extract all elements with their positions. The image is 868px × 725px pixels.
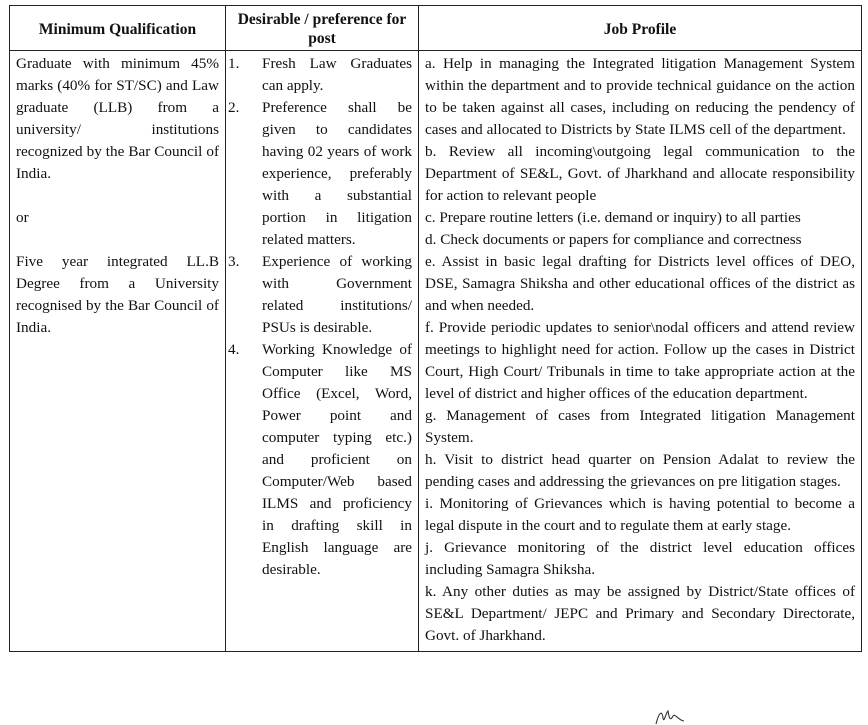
duty-item-b: b. Review all incoming\outgoing legal communication to the Department of SE&L, Govt. of Jharkhand and allocate responsibility for action to relevant people [425,143,855,204]
qualification-para-1: Graduate with minimum 45% marks (40% for ST/SC) and Law graduate (LLB) from a university/ institutions recognized by the Bar Council of India. [16,55,219,182]
duty-item-a: a. Help in managing the Integrated litigation Management System within the department and to provide technical guidance on the action to be taken against all cases, including on reducing the pendency of cases and allocated to Districts by State ILMS cell of the department. [425,55,855,138]
preference-item [228,97,412,251]
preference-text: Preference shall be given to candidates having 02 years of work experience, preferably with a substantial portion in litigation related matters. [262,99,412,248]
duty-item-k: k. Any other duties as may be assigned by District/State offices of SE&L Department/ JEPC and Primary and Secondary Directorate, Govt. of Jharkhand. [425,583,855,644]
preference-text: Fresh Law Graduates can apply. [262,55,412,94]
duty-item-e: e. Assist in basic legal drafting for Districts level offices of DEO, DSE, Samagra Shiksha and other educational offices of the district as and when needed. [425,253,855,314]
preference-number: 4. [228,341,240,358]
preference-item [228,339,412,581]
content-row [10,51,862,652]
duty-item-j: j. Grievance monitoring of the district level education offices including Samagra Shiksha. [425,539,855,578]
duty-item-h: h. Visit to district head quarter on Pension Adalat to review the pending cases and addressing the grievances on pre litigation stages. [425,451,855,490]
preference-list [228,53,412,581]
duty-item-g: g. Management of cases from Integrated litigation Management System. [425,407,855,446]
duty-item-i: i. Monitoring of Grievances which is having potential to become a legal dispute in the court and to regulate them at early stage. [425,495,855,534]
preference-text: Working Knowledge of Computer like MS Office (Excel, Word, Power point and computer typing etc.) and proficient on Computer/Web based ILMS and proficiency in drafting skill in English language are desirable. [262,341,412,578]
qualification-cell [10,51,226,652]
duty-item-f: f. Provide periodic updates to senior\nodal officers and attend review meetings to highlight need for action. Follow up the cases in District Court, High Court/ Tribunals in time to take appropriate action at the level of district and higher offices of the education department. [425,319,855,402]
preference-number: 3. [228,253,240,270]
preference-item [228,251,412,339]
signature-mark-icon [654,708,694,725]
qualification-para-2: Five year integrated LL.B Degree from a University recognised by the Bar Council of India. [16,253,219,336]
duty-item-c: c. Prepare routine letters (i.e. demand or inquiry) to all parties [425,209,801,226]
preference-text: Experience of working with Government related institutions/ PSUs is desirable. [262,253,412,336]
qualification-or: or [16,209,29,226]
preference-number: 1. [228,55,240,72]
preference-cell [226,51,419,652]
preference-number: 2. [228,99,240,116]
duty-item-d: d. Check documents or papers for compliance and correctness [425,231,802,248]
job-requirements-table [9,5,862,652]
header-row [10,6,862,51]
header-job-profile: Job Profile [419,6,862,51]
header-desirable-preference: Desirable / preference for post [226,6,419,51]
job-profile-cell [419,51,862,652]
header-min-qualification: Minimum Qualification [10,6,226,51]
preference-item [228,53,412,97]
